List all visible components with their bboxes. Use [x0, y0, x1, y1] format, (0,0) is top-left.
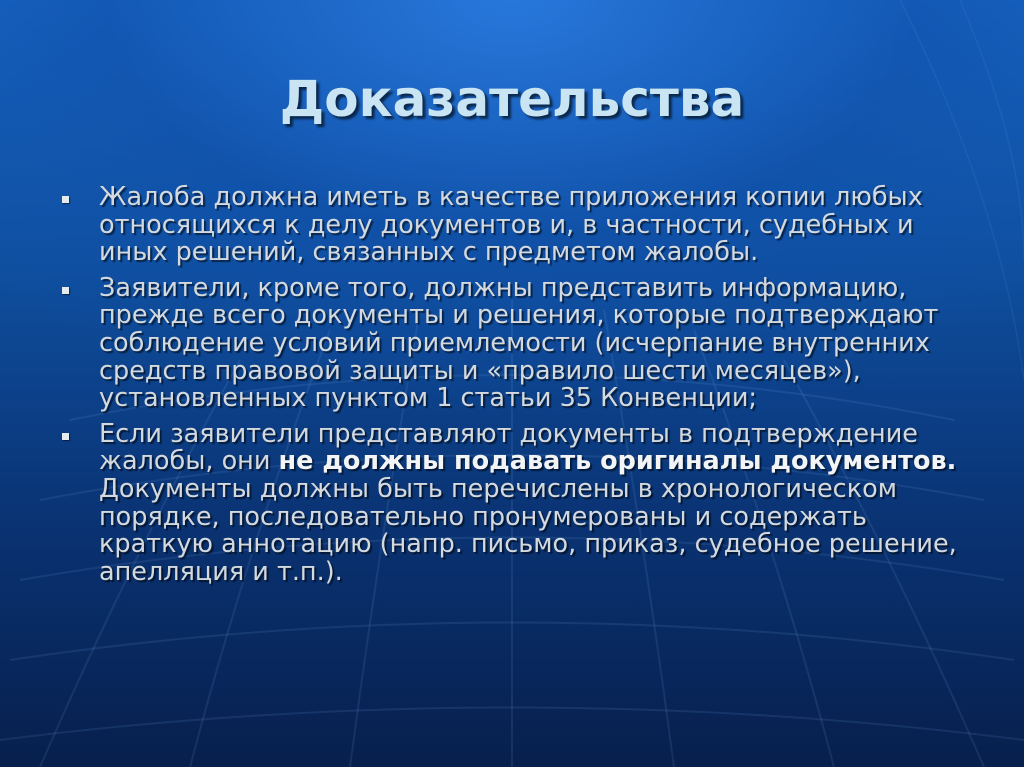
- bullet-text-emphasis: не должны подавать оригиналы документов.: [278, 446, 957, 477]
- bullet-text: Документы должны быть перечислены в хронологическом порядке, последовательно пронумерованы и содержать краткую аннотацию (напр. письмо, приказ, судебное решение, апелляция и т.п.).: [99, 473, 957, 587]
- bullet-text: Заявители, кроме того, должны представить информацию, прежде всего документы и решения, которые подтверждают соблюдение условий приемлемости (исчерпание внутренних средств правовой защиты и «правило шести месяцев»), установленных пунктом 1 статьи 35 Конвенции;: [99, 272, 939, 414]
- bullet-item: [58, 272, 978, 414]
- slide-title: Доказательства: [279, 70, 745, 128]
- bullet-item: [58, 184, 978, 267]
- square-bullet-icon: [62, 196, 69, 203]
- square-bullet-icon: [62, 287, 69, 294]
- bullet-text: Если заявители представляют документы в подтверждение жалобы, они: [99, 418, 918, 477]
- bullet-item: [58, 418, 978, 587]
- bullet-list: [58, 184, 978, 594]
- square-bullet-icon: [62, 433, 69, 440]
- bullet-text: Жалоба должна иметь в качестве приложения копии любых относящихся к делу документов и, в частности, судебных и иных решений, связанных с предметом жалобы.: [99, 182, 923, 268]
